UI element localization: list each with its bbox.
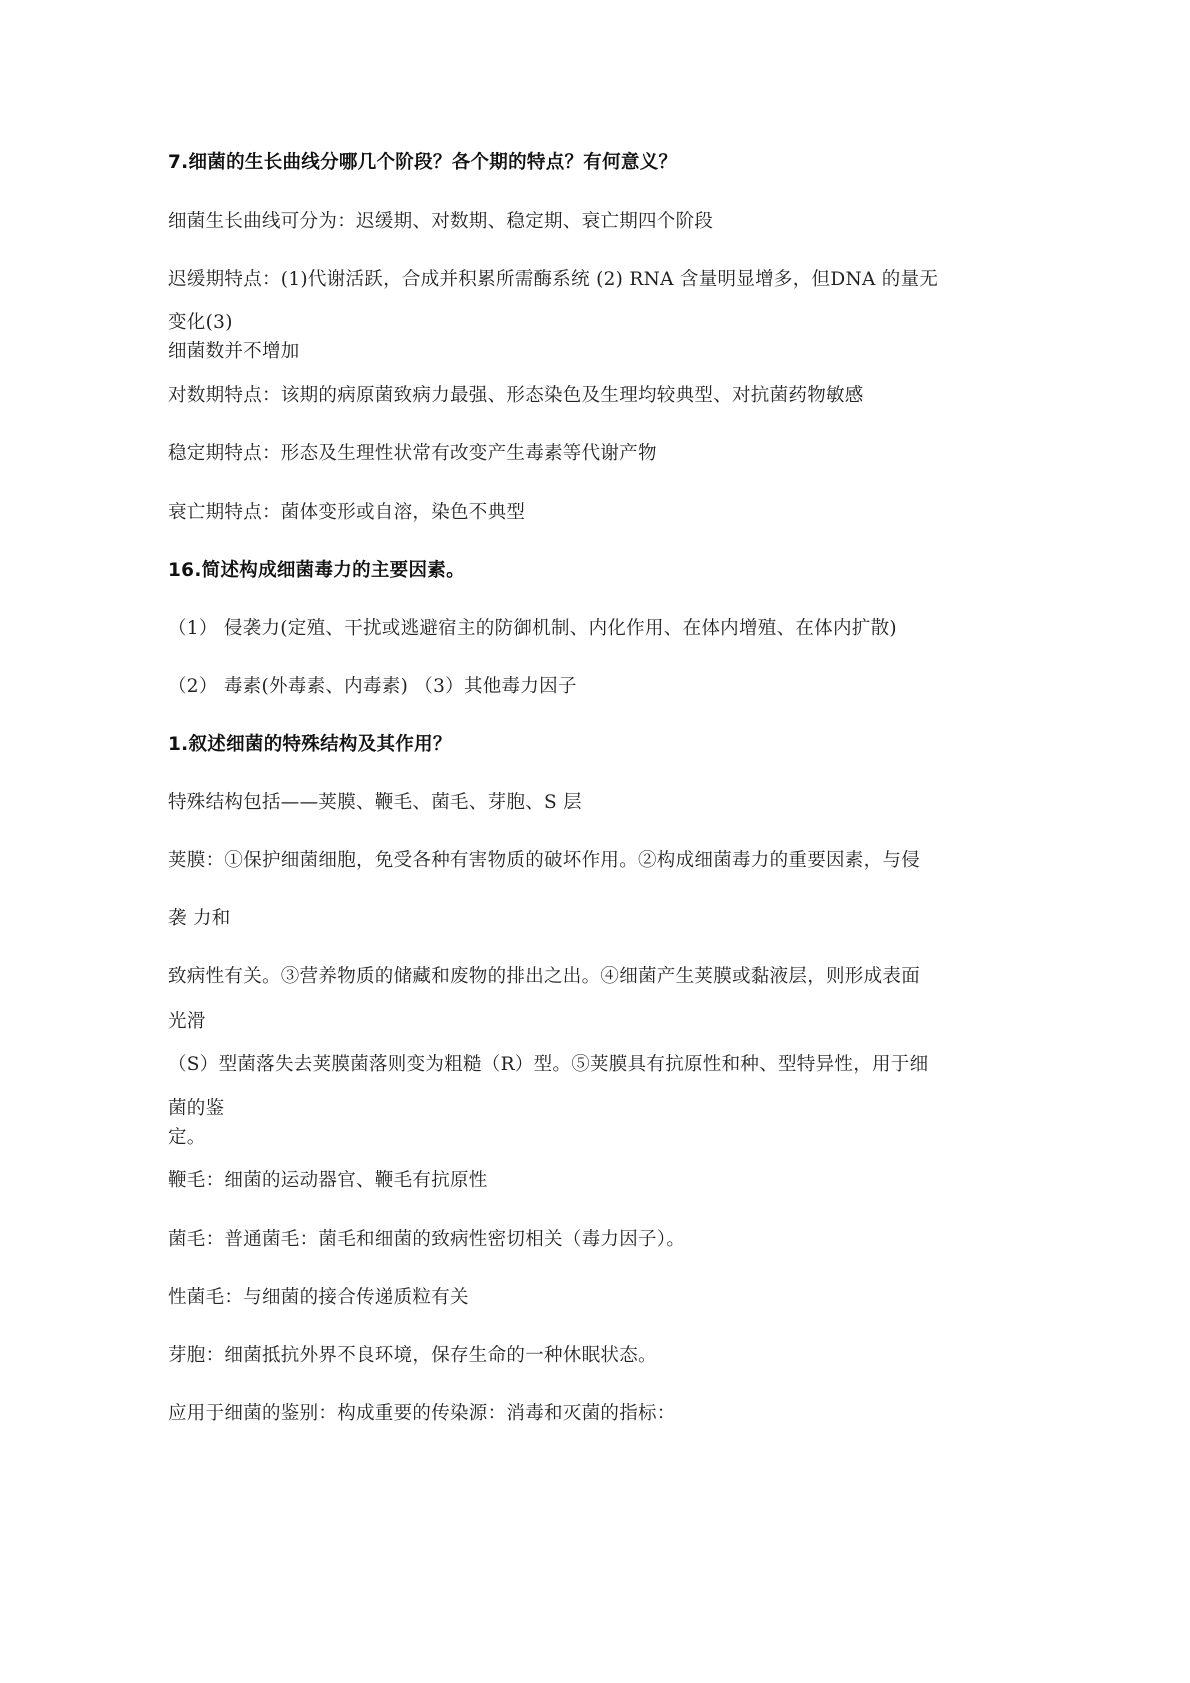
- paragraph: 迟缓期特点：(1)代谢活跃，合成并积累所需酶系统 (2) RNA 含量明显增多，但DNA 的量无: [168, 269, 939, 290]
- paragraph: 芽胞：细菌抵抗外界不良环境，保存生命的一种休眠状态。: [168, 1345, 657, 1366]
- paragraph: 应用于细菌的鉴别：构成重要的传染源：消毒和灭菌的指标：: [168, 1403, 676, 1424]
- paragraph: 衰亡期特点：菌体变形或自溶，染色不典型: [168, 502, 526, 523]
- section-heading: 16.简述构成细菌毒力的主要因素。: [168, 560, 465, 581]
- paragraph: 致病性有关。③营养物质的储藏和废物的排出之出。④细菌产生荚膜或黏液层，则形成表面: [168, 966, 921, 987]
- paragraph: 性菌毛：与细菌的接合传递质粒有关: [168, 1287, 469, 1308]
- paragraph: 袭 力和: [168, 908, 231, 929]
- paragraph: 定。: [168, 1127, 206, 1148]
- section-heading: 1.叙述细菌的特殊结构及其作用？: [168, 734, 452, 755]
- paragraph: 鞭毛：细菌的运动器官、鞭毛有抗原性: [168, 1170, 488, 1191]
- paragraph: 变化(3): [168, 312, 233, 333]
- paragraph: 细菌生长曲线可分为：迟缓期、对数期、稳定期、衰亡期四个阶段: [168, 211, 714, 232]
- paragraph: 细菌数并不增加: [168, 341, 300, 362]
- paragraph: 光滑: [168, 1011, 206, 1032]
- paragraph: 对数期特点：该期的病原菌致病力最强、形态染色及生理均较典型、对抗菌药物敏感: [168, 385, 864, 406]
- paragraph: 特殊结构包括——荚膜、鞭毛、菌毛、芽胞、S 层: [168, 792, 582, 813]
- paragraph: （1） 侵袭力(定殖、干扰或逃避宿主的防御机制、内化作用、在体内增殖、在体内扩散): [168, 618, 897, 639]
- section-heading: 7.细菌的生长曲线分哪几个阶段？各个期的特点？有何意义？: [168, 152, 678, 173]
- paragraph: 菌毛：普通菌毛：菌毛和细菌的致病性密切相关（毒力因子）。: [168, 1229, 686, 1250]
- paragraph: 荚膜：①保护细菌细胞，免受各种有害物质的破坏作用。②构成细菌毒力的重要因素，与侵: [168, 850, 921, 871]
- paragraph: 菌的鉴: [168, 1098, 225, 1119]
- paragraph: （2） 毒素(外毒素、内毒素) （3）其他毒力因子: [168, 676, 577, 697]
- paragraph: （S）型菌落失去荚膜菌落则变为粗糙（R）型。⑤荚膜具有抗原性和种、型特异性，用于细: [168, 1054, 929, 1075]
- paragraph: 稳定期特点：形态及生理性状常有改变产生毒素等代谢产物: [168, 443, 657, 464]
